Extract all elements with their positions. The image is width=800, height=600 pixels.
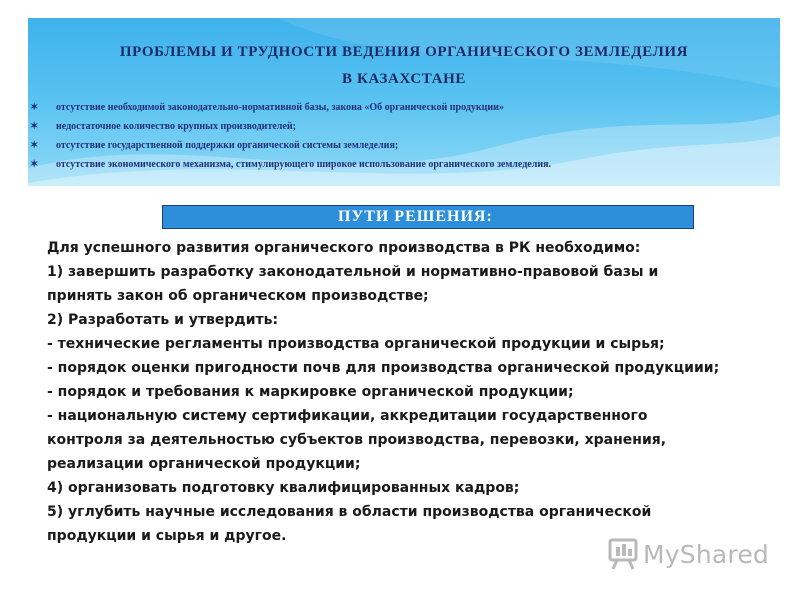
myshared-watermark[interactable]	[607, 534, 769, 574]
text-line: 2) Разработать и утвердить:	[47, 312, 279, 328]
text-line: продукции и сырья и другое.	[47, 528, 287, 544]
text-line: принять закон об органическом производстве;	[47, 288, 429, 304]
text-line: Для успешного развития органического производства в РК необходимо:	[47, 240, 641, 256]
page-title-line-2: В КАЗАХСТАНЕ	[342, 71, 466, 87]
text-line: контроля за деятельностью субъектов производства, перевозки, хранения,	[47, 432, 667, 448]
problems-list	[28, 98, 780, 174]
text-line: - технические регламенты производства органической продукции и сырья;	[47, 336, 665, 352]
problem-text: недостаточное количество крупных производителей;	[56, 121, 296, 132]
problem-text: отсутствие экономического механизма, стимулирующего широкое использование органического земледелия.	[56, 159, 551, 170]
problem-text: отсутствие необходимой законодательно-нормативной базы, закона «Об органической продукции»	[56, 102, 504, 113]
problem-text: отсутствие государственной поддержки органической системы земледелия;	[56, 140, 399, 151]
list-item	[28, 155, 780, 174]
list-item	[28, 98, 780, 117]
header-banner	[28, 18, 780, 186]
presentation-board-icon	[607, 537, 639, 571]
solutions-text	[47, 236, 787, 548]
star-bullet-icon: ✶	[30, 102, 39, 113]
text-line: реализации органической продукции;	[47, 456, 361, 472]
list-item	[28, 117, 780, 136]
page-title-line-1: ПРОБЛЕМЫ И ТРУДНОСТИ ВЕДЕНИЯ ОРГАНИЧЕСКОГО ЗЕМЛЕДЕЛИЯ	[119, 44, 689, 60]
solutions-heading: ПУТИ РЕШЕНИЯ:	[162, 205, 694, 229]
star-bullet-icon: ✶	[30, 140, 39, 151]
star-bullet-icon: ✶	[30, 121, 39, 132]
text-line: - порядок оценки пригодности почв для производства органической продукциии;	[47, 360, 720, 376]
text-line: - порядок и требования к маркировке органической продукции;	[47, 384, 574, 400]
list-item	[28, 136, 780, 155]
text-line: - национальную систему сертификации, аккредитации государственного	[47, 408, 648, 424]
watermark-label: MyShared	[643, 539, 769, 569]
text-line: 1) завершить разработку законодательной и нормативно-правовой базы и	[47, 264, 659, 280]
text-line: 4) организовать подготовку квалифицированных кадров;	[47, 480, 520, 496]
star-bullet-icon: ✶	[30, 159, 39, 170]
text-line: 5) углубить научные исследования в области производства органической	[47, 504, 652, 520]
